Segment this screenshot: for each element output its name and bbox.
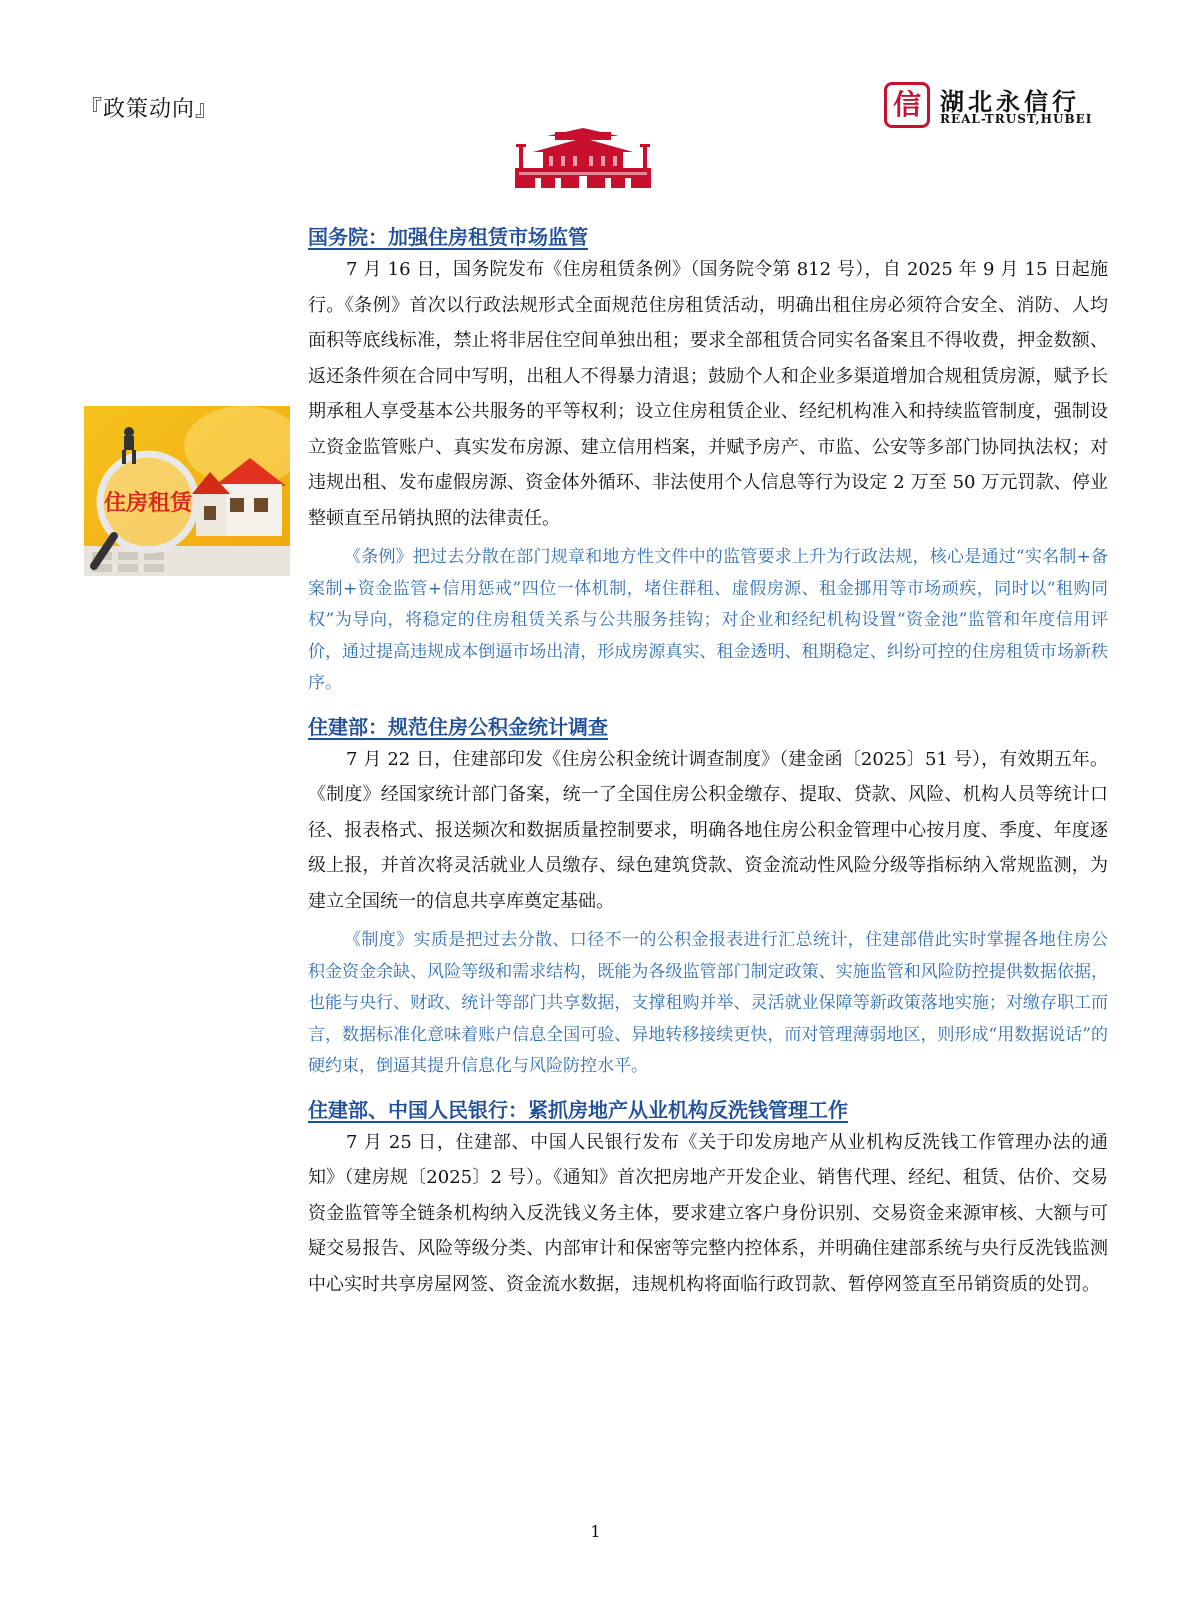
article-content	[308, 222, 1108, 1302]
company-logo	[884, 82, 1104, 132]
rental-housing-photo	[84, 406, 290, 576]
article-commentary: 《制度》实质是把过去分散、口径不一的公积金报表进行汇总统计，住建部借此实时掌握各地住房公积金资金余缺、风险等级和需求结构，既能为各级监管部门制定政策、实施监管和风险防控提供数据依据，也能与央行、财政、统计等部门共享数据，支撑租购并举、灵活就业保障等新政策落地实施；对缴存职工而言，数据标准化意味着账户信息全国可验、异地转移接续更快，而对管理薄弱地区，则形成“用数据说话”的硬约束，倒逼其提升信息化与风险防控水平。	[308, 930, 1108, 1076]
logo-chinese-name: 湖北永信行	[940, 88, 1080, 116]
section-tag: 『政策动向』	[80, 97, 219, 122]
article-title: 住建部：规范住房公积金统计调查	[308, 714, 608, 739]
article-body: 7 月 22 日，住建部印发《住房公积金统计调查制度》（建金函〔2025〕51 号），有效期五年。《制度》经国家统计部门备案，统一了全国住房公积金缴存、提取、贷款、风险、机构人员等统计口径、报表格式、报送频次和数据质量控制要求，明确各地住房公积金管理中心按月度、季度、年度逐级上报，并首次将灵活就业人员缴存、绿色建筑贷款、资金流动性风险分级等指标纳入常规监测，为建立全国统一的信息共享库奠定基础。	[308, 748, 1108, 912]
logo-english-name: REAL-TRUST,HUBEI	[940, 112, 1093, 126]
article-body: 7 月 25 日，住建部、中国人民银行发布《关于印发房地产从业机构反洗钱工作管理办法的通知》（建房规〔2025〕2 号）。《通知》首次把房地产开发企业、销售代理、经纪、租赁、估价、交易资金监管等全链条机构纳入反洗钱义务主体，要求建立客户身份识别、交易资金来源审核、大额与可疑交易报告、风险等级分类、内部审计和保密等完整内控体系，并明确住建部系统与央行反洗钱监测中心实时共享房屋网签、资金流水数据，违规机构将面临行政罚款、暂停网签直至吊销资质的处罚。	[308, 1131, 1108, 1295]
tiananmen-gate-icon	[515, 128, 651, 188]
page-number: 1	[590, 1522, 601, 1541]
article-commentary: 《条例》把过去分散在部门规章和地方性文件中的监管要求上升为行政法规，核心是通过“实名制+备案制+资金监管+信用惩戒”四位一体机制，堵住群租、虚假房源、租金挪用等市场顽疾，同时以“租购同权”为导向，将稳定的住房租赁关系与公共服务挂钩；对企业和经纪机构设置“资金池”监管和年度信用评价，通过提高违规成本倒逼市场出清，形成房源真实、租金透明、租期稳定、纠纷可控的住房租赁市场新秩序。	[308, 547, 1108, 693]
article-body: 7 月 16 日，国务院发布《住房租赁条例》（国务院令第 812 号），自 2025 年 9 月 15 日起施行。《条例》首次以行政法规形式全面规范住房租赁活动，明确出租住房必须符合安全、消防、人均面积等底线标准，禁止将非居住空间单独出租；要求全部租赁合同实名备案且不得收费，押金数额、返还条件须在合同中写明，出租人不得暴力清退；鼓励个人和企业多渠道增加合规租赁房源，赋予长期承租人享受基本公共服务的平等权利；设立住房租赁企业、经纪机构准入和持续监管制度，强制设立资金监管账户、真实发布房源、建立信用档案，并赋予房产、市监、公安等多部门协同执法权；对违规出租、发布虚假房源、资金体外循环、非法使用个人信息等行为设定 2 万至 50 万元罚款、停业整顿直至吊销执照的法律责任。	[308, 259, 1108, 529]
article-title: 住建部、中国人民银行：紧抓房地产从业机构反洗钱管理工作	[308, 1097, 848, 1122]
article-title: 国务院：加强住房租赁市场监管	[308, 225, 588, 249]
photo-label: 住房租赁	[103, 491, 193, 516]
logo-seal-icon: 信	[884, 82, 930, 128]
